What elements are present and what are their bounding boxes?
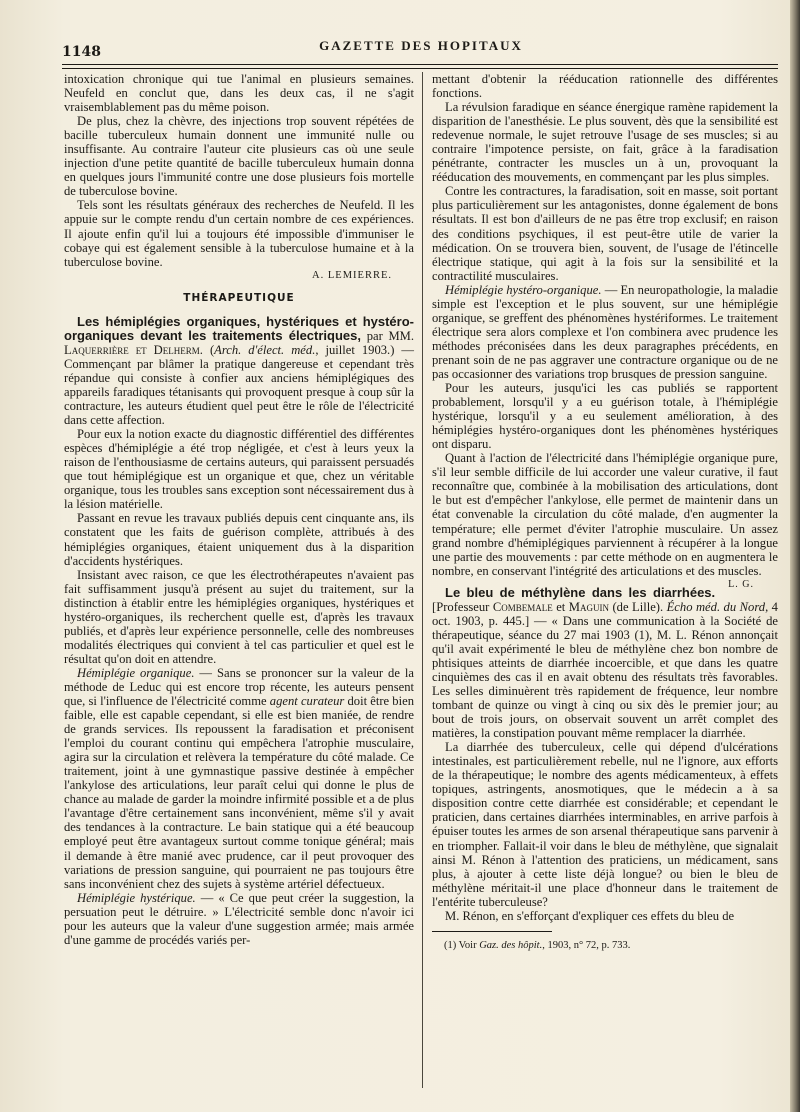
author-signature: A. LEMIERRE.	[312, 269, 392, 281]
paragraph: De plus, chez la chèvre, des injections trop souvent répétées de bacille tuberculeux humain donnent une immunité nulle ou insuffisante. Au contraire l'auteur cite plusieurs cas où une seule injection d'une petite quantité de bacille tuberculeux humain donna en quelques jours l'immunité contre une dose plusieurs fois mortelle de tuberculose bovine.	[64, 114, 414, 199]
article-authors: Laquerrière et Delherm.	[64, 342, 203, 357]
author-signature: L. G.	[728, 578, 754, 590]
page-edge-shadow	[790, 0, 800, 1112]
article-text: et	[552, 599, 569, 614]
article-par: par MM.	[361, 328, 415, 343]
paragraph	[64, 666, 414, 891]
paragraph: Pour les auteurs, jusqu'ici les cas publiés se rapportent probablement, lorsqu'il y a eu guérison totale, à l'hémiplégie hystérique, lorsqu'il y a eu seulement amélioration, à des hémiplégies hystéro-organiques dont les phénomènes hystériques ont disparu.	[432, 381, 778, 452]
article-source-open: (	[202, 342, 215, 357]
page-number: 1148	[62, 44, 101, 60]
article-text: , juillet 1903.) — Commençant par blâmer la pratique dangereuse et cependant très répandue qui consiste à confier aux anciens hémiplégiques des appareils faradiques tétanisants qui provoquent presque à coup sûr la contracture, les auteurs étudient quel peut être le rôle de l'électricité dans cette affection.	[64, 342, 414, 428]
paragraph: Passant en revue les travaux publiés depuis cent cinquante ans, ils constatent que les faits de guérison complète, attribués à des hémiplégies organiques, étaient uniquement dus à la disparition d'accidents hystériques.	[64, 511, 414, 568]
header-rule-thin	[62, 68, 778, 69]
paragraph-text: — « Ce que peut créer la suggestion, la persuation peut le détruire. » L'électricité semble donc n'avoir ici pour les auteurs que la valeur d'une suggestion armée; mais armée d'une gamme de procédés variés per-	[64, 890, 414, 947]
footnote-rule	[432, 931, 552, 932]
header-rule-thick	[62, 64, 778, 65]
article-text: [Professeur	[432, 599, 493, 614]
article-source: Arch. d'élect. méd.	[214, 342, 316, 357]
page-header	[62, 38, 780, 62]
paragraph-text: doit être bien faible, elle est capable cependant, si elle est bien maniée, de rendre de grands services. Ils repoussent la faradisation et préconisent l'emploi du courant continu qui empêchera l'atrophie musculaire, agira sur la circulation et relèvera la température du côté malade. Ce traitement, joint à une gymnastique passive destinée à empêcher l'ankylose des articulations, leur paraît celui qui donne le plus de chance au malade de garder la moindre infirmité possible et a de plus l'avantage d'être certainement sans inconvénient, même s'il y avait des tendances à la contracture. Le bain statique qui a été beaucoup employé peut être avantageux surtout comme tonique général; mais il demande à être manié avec prudence, car il peut provoquer des variations de pression sanguine, qui pourraient ne pas toujours être sans inconvénient chez des sujets à système artériel défectueux.	[64, 694, 414, 891]
article-title: Le bleu de méthylène dans les diarrhées.	[445, 584, 716, 600]
paragraph: La révulsion faradique en séance énergique ramène rapidement la disparition de l'anesthésie. Le plus souvent, dès que la sensibilité est redevenue normale, le sujet retrouve l'usage de ses muscles; si au contraire l'impotence persiste, on fait, grâce à la faradisation pénétrante, contracter les muscles un à un, provoquant la rééducation des mouvements, en commençant par les plus simples.	[432, 100, 778, 185]
footnote-source: Gaz. des hôpit.	[479, 939, 543, 951]
emphasis: agent curateur	[269, 694, 345, 709]
paragraph	[64, 891, 414, 947]
paragraph-text: — En neuropathologie, la maladie simple est l'exception et le plus souvent, sur une hémiplégie organique, se greffent des phénomènes hystériformes. Le traitement électrique sera alors complexe et l'on combinera avec prudence les méthodes préconisées dans les deux paragraphes précédents, en prenant soin de ne pas aggraver une contracture organique ou de ne pas occasionner des variations trop brusques de pression sanguine.	[432, 282, 778, 381]
subsection-label: Hémiplégie hystéro-organique.	[445, 282, 602, 297]
paragraph: Tels sont les résultats généraux des recherches de Neufeld. Il les appuie sur le compte rendu d'un certain nombre de ces expériences. Il ajoute enfin qu'il lui a toujours été impossible d'immuniser le cobaye qui est également sensible à la tuberculose humaine et à la tuberculose bovine.	[64, 198, 414, 269]
right-column	[432, 72, 778, 952]
paragraph: intoxication chronique qui tue l'animal en plusieurs semaines. Neufeld en conclut que, dans les deux cas, il ne s'agit vraisemblablement pas du même poison.	[64, 72, 414, 115]
paragraph: Insistant avec raison, ce que les électrothérapeutes n'avaient pas fait suffisamment jusqu'à présent au sujet du traitement, sur la distinction à établir entre les hémiplégies organiques, hystériques et hystéro-organiques, ils recherchent quelle est, d'après les travaux publiés, et d'après leur expérience personnelle, celle des nombreuses modalités électriques qui convient à tel cas particulier et quel est le résultat qu'on doit en attendre.	[64, 567, 414, 666]
subsection-label: Hémiplégie hystérique.	[77, 890, 196, 905]
article-author: Maguin	[568, 599, 609, 614]
paragraph-text: Quant à l'action de l'électricité dans l'hémiplégie organique pure, s'il leur semble difficile de lui accorder une valeur curative, il faut reconnaître que, combinée à la mobilisation des articulations, dont le but est d'empêcher l'ankylose, elle permet de maintenir dans un état convenable la circulation du côté malade, d'en augmenter la température; elle permet d'éviter l'atrophie musculaire. Un assez grand nombre d'hémiplégiques parviennent à récupérer à la longue une partie des mouvements : par cette méthode on en augmentera le nombre, en conservant l'intégrité des articulations et des muscles.	[432, 451, 778, 578]
paragraph	[432, 451, 778, 590]
paragraph	[432, 283, 778, 381]
paragraph: mettant d'obtenir la rééducation rationnelle des différentes fonctions.	[432, 72, 778, 101]
article-source: Écho méd. du Nord	[666, 599, 766, 614]
article-author: Combemale	[492, 599, 553, 614]
footnote-text: (1) Voir	[444, 939, 480, 951]
paragraph: La diarrhée des tuberculeux, celle qui dépend d'ulcérations intestinales, est particulièrement rebelle, nul ne l'ignore, aux efforts de la thérapeutique; le nombre des agents médicamenteux, à effets topiques, astringents, anosmotiques, que le médecin a à sa disposition contre cette diarrhée est considérable; et cependant le praticien, dans certaines diarrhées interminables, en arrive parfois à épuiser toutes les armes de son arsenal thérapeutique sans parvenir à en triompher. Fallait-il voir dans le bleu de méthylène, que signalait ainsi M. Rénon à l'attention des praticiens, un médicament, sans plus, à ajouter à cette liste déjà longue? ou bien le bleu de méthylène méritait-il une place d'honneur dans le traitement de l'entérite tuberculeuse?	[432, 740, 778, 909]
paragraph: Pour eux la notion exacte du diagnostic différentiel des différentes espèces d'hémiplégie a été trop négligée, et c'est à leurs yeux la raison de l'enthousiasme de certains auteurs, qui paraissent persuadés que tout hémiplégique est un organique et que, chez un véritable organique, tous les troubles sans exception sont nécessairement dus à la lésion matérielle.	[64, 427, 414, 512]
section-heading: THÉRAPEUTIQUE	[183, 291, 295, 304]
article-text: (de Lille).	[608, 599, 667, 614]
running-title: GAZETTE DES HOPITAUX	[319, 38, 523, 53]
paragraph: M. Rénon, en s'efforçant d'expliquer ces effets du bleu de	[445, 908, 735, 923]
left-column	[64, 72, 414, 947]
footnote	[432, 940, 778, 952]
subsection-label: Hémiplégie organique.	[77, 665, 195, 680]
footnote-text: , 1903, n° 72, p. 733.	[542, 939, 631, 951]
paragraph: Contre les contractures, la faradisation, soit en masse, soit portant plus particulièrement sur les antagonistes, donne également de bons résultats. Il est bon d'ailleurs de ne pas être trop exclusif; en raison des conditions psychiques, il est peut-être utile de varier la médication. On se trouvera bien, souvent, de l'usage de l'étincelle électrique statique, qui agit à la fois sur la sensibilité et la contractilité musculaires.	[432, 184, 778, 283]
column-divider	[422, 72, 423, 1088]
article-text: , 4 oct. 1903, p. 445.] — « Dans une communication à la Société de thérapeutique, séance du 27 mai 1903 (1), M. L. Rénon annonçait qu'il avait expérimenté le bleu de méthylène chez bon nombre de phtisiques atteints de diarrhée incoercible, et que dans les quatre cinquièmes des cas il en avait obtenu des résultats très favorables. Les selles diminuèrent très rapidement de fréquence, leur nombre tombant de quinze ou vingt à cinq ou six dès le premier jour; au bout de trois jours, on observait souvent un arrêt complet des matières, la constipation pouvant même remplacer la diarrhée.	[432, 599, 778, 741]
article-paragraph	[432, 586, 778, 741]
article-paragraph	[64, 315, 414, 427]
paragraph-text: — Sans se prononcer sur la valeur de la méthode de Leduc qui est encore trop récente, les auteurs pensent que, si l'influence de l'électricité comme	[64, 665, 414, 709]
article-title: Les hémiplégies organiques, hystériques et hystéro-organiques devant les traitements électriques,	[64, 313, 414, 343]
